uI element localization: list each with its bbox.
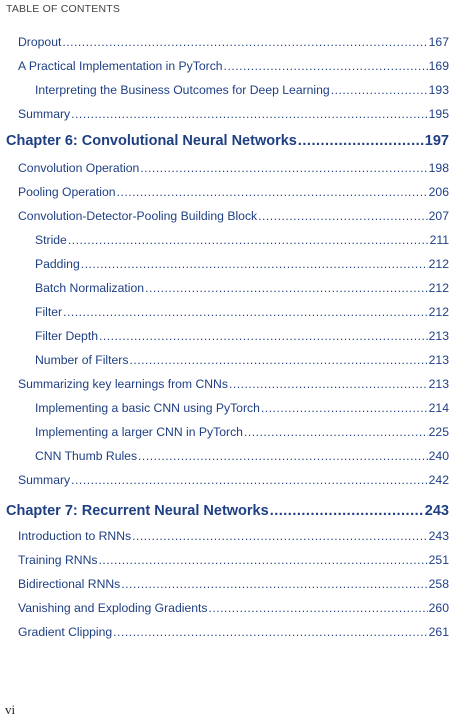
toc-entry-page: 251 <box>428 553 449 567</box>
toc-entry[interactable] <box>18 377 449 393</box>
toc-chapter-entry[interactable] <box>6 133 449 153</box>
toc-entry-title: Filter <box>35 305 63 319</box>
toc-entry-title: Summarizing key learnings from CNNs <box>18 377 228 391</box>
toc-entry[interactable] <box>35 449 449 465</box>
toc-entry-page: 261 <box>428 625 449 639</box>
toc-entry-page: 207 <box>428 209 449 223</box>
dot-leader <box>71 473 428 487</box>
toc-entry-page: 225 <box>428 425 449 439</box>
toc-entry-page: 258 <box>428 577 449 591</box>
toc-entry-page: 211 <box>429 233 449 247</box>
dot-leader <box>121 577 427 591</box>
toc-entry[interactable] <box>18 59 449 75</box>
toc-entry[interactable] <box>18 577 449 593</box>
page-number: vi <box>5 702 16 717</box>
toc-entry-page: 213 <box>428 329 449 343</box>
dot-leader <box>244 425 428 439</box>
dot-leader <box>261 401 428 415</box>
toc-entry-page: 198 <box>428 161 449 175</box>
toc-entry-page: 243 <box>424 503 449 519</box>
dot-leader <box>224 59 428 73</box>
toc-entry-title: Gradient Clipping <box>18 625 113 639</box>
dot-leader <box>298 133 424 149</box>
toc-entry-page: 212 <box>428 281 449 295</box>
toc-entry-page: 195 <box>428 107 449 121</box>
dot-leader <box>63 305 428 319</box>
toc-entry[interactable] <box>35 329 449 345</box>
dot-leader <box>270 503 424 519</box>
toc-entry[interactable] <box>35 83 449 99</box>
toc-entry-title: CNN Thumb Rules <box>35 449 138 463</box>
toc-entry-page: 240 <box>428 449 449 463</box>
toc-entry-page: 167 <box>428 35 449 49</box>
toc-entry-title: Convolution Operation <box>18 161 140 175</box>
toc-entry[interactable] <box>18 209 449 225</box>
dot-leader <box>145 281 428 295</box>
toc-entry[interactable] <box>18 185 449 201</box>
toc-entry[interactable] <box>35 305 449 321</box>
toc-entry-title: Summary <box>18 107 71 121</box>
toc-entry-title: Number of Filters <box>35 353 129 367</box>
running-header: TABLE OF CONTENTS <box>6 3 121 15</box>
toc-entry-page: 212 <box>428 305 449 319</box>
toc-entry[interactable] <box>18 601 449 617</box>
toc-entry-title: Summary <box>18 473 71 487</box>
toc-chapter-entry[interactable] <box>6 503 449 523</box>
toc-entry[interactable] <box>18 161 449 177</box>
dot-leader <box>68 233 429 247</box>
toc-entry-title: Chapter 7: Recurrent Neural Networks <box>6 503 269 519</box>
toc-entry[interactable] <box>18 107 449 123</box>
dot-leader <box>208 601 427 615</box>
toc-entry[interactable] <box>35 353 449 369</box>
dot-leader <box>117 185 428 199</box>
toc-entry-title: A Practical Implementation in PyTorch <box>18 59 223 73</box>
toc-entry-page: 169 <box>428 59 449 73</box>
toc-entry-title: Convolution-Detector-Pooling Building Block <box>18 209 258 223</box>
toc-entry-page: 213 <box>428 353 449 367</box>
toc-entry-title: Training RNNs <box>18 553 98 567</box>
toc-entry-title: Interpreting the Business Outcomes for Deep Learning <box>35 83 330 97</box>
toc-entry-title: Stride <box>35 233 67 247</box>
toc-entry-title: Vanishing and Exploding Gradients <box>18 601 208 615</box>
dot-leader <box>229 377 428 391</box>
toc-entry-page: 243 <box>428 529 449 543</box>
toc-entry[interactable] <box>35 257 449 273</box>
toc-entry-title: Implementing a larger CNN in PyTorch <box>35 425 243 439</box>
toc-entry-title: Introduction to RNNs <box>18 529 132 543</box>
toc-entry[interactable] <box>35 425 449 441</box>
toc-entry-title: Filter Depth <box>35 329 98 343</box>
dot-leader <box>71 107 428 121</box>
toc-entry-page: 197 <box>424 133 449 149</box>
dot-leader <box>99 329 428 343</box>
toc-entry-page: 260 <box>428 601 449 615</box>
toc-entry[interactable] <box>18 35 449 51</box>
toc-entry-page: 212 <box>428 257 449 271</box>
dot-leader <box>81 257 428 271</box>
dot-leader <box>113 625 427 639</box>
dot-leader <box>129 353 427 367</box>
toc-entry-page: 206 <box>428 185 449 199</box>
toc-entry[interactable] <box>18 625 449 641</box>
dot-leader <box>140 161 427 175</box>
toc-entry-title: Dropout <box>18 35 62 49</box>
toc-entry-page: 213 <box>428 377 449 391</box>
toc-entry[interactable] <box>18 473 449 489</box>
dot-leader <box>331 83 428 97</box>
toc-entry-title: Pooling Operation <box>18 185 116 199</box>
toc-entry[interactable] <box>35 401 449 417</box>
toc-entry-title: Batch Normalization <box>35 281 145 295</box>
toc-entry[interactable] <box>18 529 449 545</box>
toc-entry-title: Chapter 6: Convolutional Neural Networks <box>6 133 297 149</box>
dot-leader <box>138 449 428 463</box>
toc-entry-page: 242 <box>428 473 449 487</box>
toc-entry[interactable] <box>35 233 449 249</box>
toc-entry-page: 214 <box>428 401 449 415</box>
toc-entry-title: Bidirectional RNNs <box>18 577 121 591</box>
dot-leader <box>132 529 428 543</box>
dot-leader <box>98 553 427 567</box>
toc-entry-title: Padding <box>35 257 80 271</box>
dot-leader <box>62 35 427 49</box>
toc-entry[interactable] <box>35 281 449 297</box>
toc-entry[interactable] <box>18 553 449 569</box>
toc-entry-page: 193 <box>428 83 449 97</box>
dot-leader <box>258 209 428 223</box>
toc-entry-title: Implementing a basic CNN using PyTorch <box>35 401 260 415</box>
